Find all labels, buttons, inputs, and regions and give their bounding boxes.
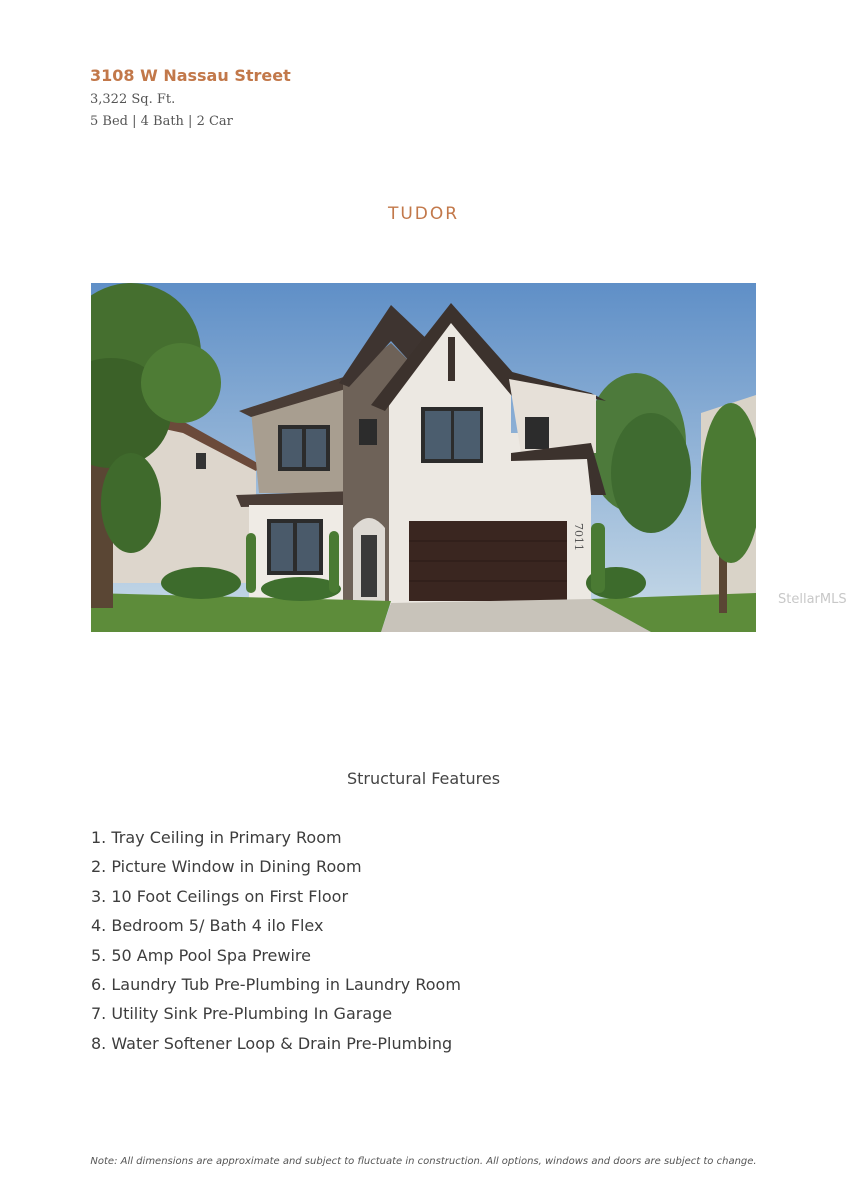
address-title: 3108 W Nassau Street bbox=[90, 66, 291, 85]
feature-item: 6. Laundry Tub Pre-Plumbing in Laundry Room bbox=[91, 974, 461, 994]
feature-item: 3. 10 Foot Ceilings on First Floor bbox=[91, 886, 349, 906]
feature-item: 7. Utility Sink Pre-Plumbing In Garage bbox=[91, 1004, 393, 1024]
footer-note: Note: All dimensions are approximate and subject to fluctuate in construction. All options, windows and doors are subject to change. bbox=[90, 1156, 757, 1167]
house-rendering bbox=[91, 283, 756, 632]
feature-item: 8. Water Softener Loop & Drain Pre-Plumbing bbox=[91, 1033, 453, 1053]
features-list bbox=[91, 827, 461, 1062]
watermark: StellarMLS bbox=[778, 592, 847, 607]
style-name: TUDOR bbox=[387, 204, 460, 224]
house-number: 7011 bbox=[572, 523, 585, 551]
feature-item: 5. 50 Amp Pool Spa Prewire bbox=[91, 945, 311, 965]
feature-item: 4. Bedroom 5/ Bath 4 ilo Flex bbox=[91, 916, 324, 936]
bed-bath-car: 5 Bed | 4 Bath | 2 Car bbox=[90, 114, 233, 129]
square-footage: 3,322 Sq. Ft. bbox=[90, 92, 176, 107]
feature-item: 2. Picture Window in Dining Room bbox=[91, 857, 362, 877]
features-title: Structural Features bbox=[346, 769, 501, 788]
feature-item: 1. Tray Ceiling in Primary Room bbox=[91, 828, 342, 847]
